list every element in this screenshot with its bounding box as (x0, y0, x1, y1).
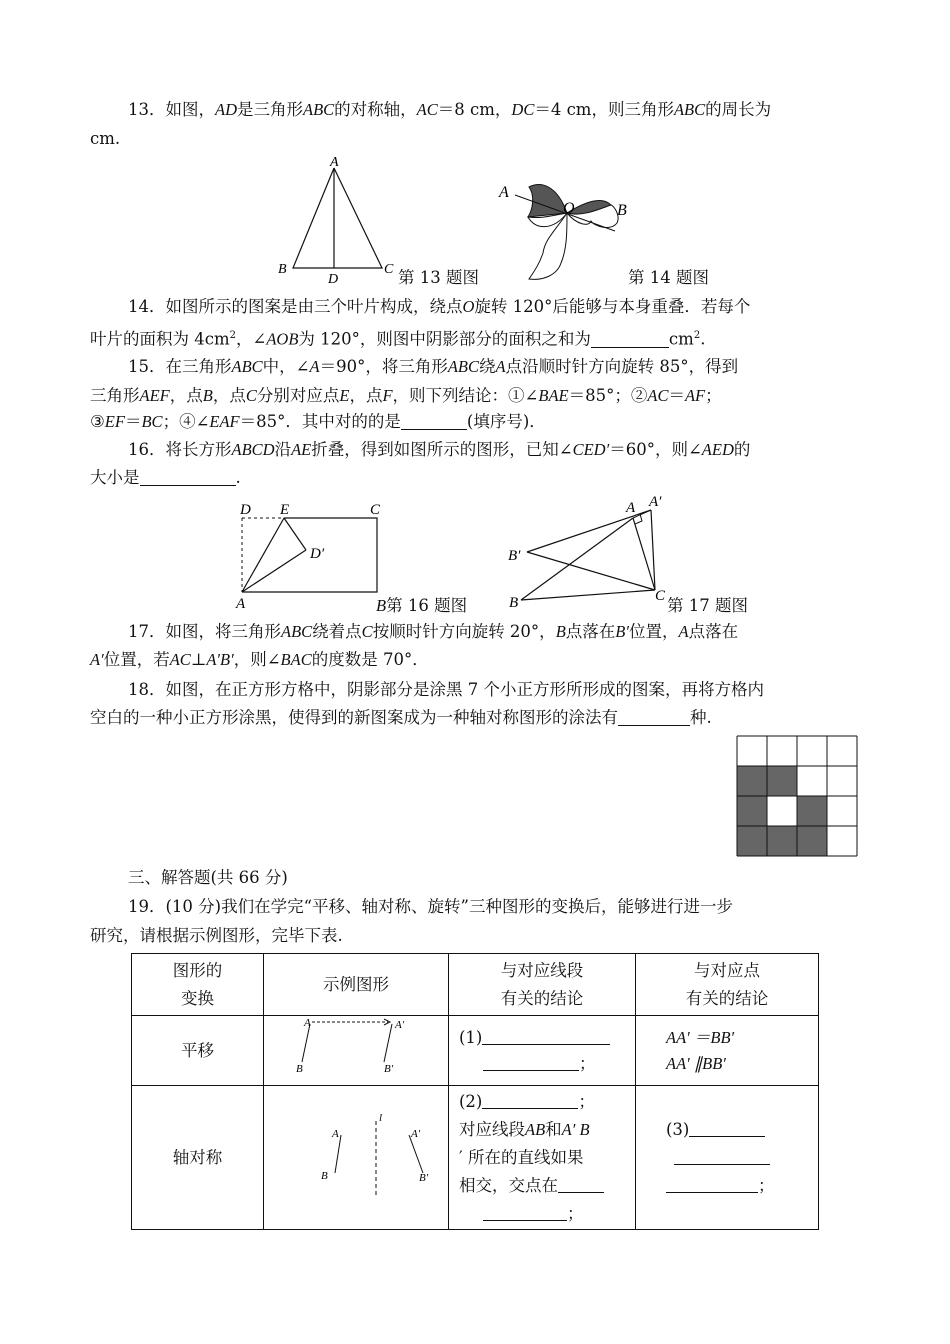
q17-figure-caption: 第 17 题图 (667, 596, 748, 615)
q18-line2: 空白的一种小正方形涂黑，使得到的新图案成为一种轴对称图形的涂法有 种. (90, 708, 712, 727)
q16-figure-caption: B第 16 题图 (376, 596, 468, 615)
header-transform: 图形的 变换 (132, 954, 264, 1016)
q14-figure-caption: 第 14 题图 (628, 268, 709, 287)
reflection-label-aprime: A′ (411, 1128, 421, 1140)
q17-line1: 17．如图，将三角形ABC绕着点C按顺时针方向旋转 20°，B点落在B′位置，A点落在 (128, 622, 739, 641)
q13-label-d: D (328, 272, 339, 287)
q19-line1: 19．(10 分)我们在学完“平移、轴对称、旋转”三种图形的变换后，能够进行进一步 (128, 897, 733, 916)
reflection-label-b: B (321, 1170, 328, 1182)
translation-segment-blank[interactable] (482, 1030, 610, 1045)
q18-square-grid (736, 735, 862, 861)
header-example-figure: 示例图形 (264, 954, 449, 1016)
q13-line1: 13．如图，AD是三角形ABC的对称轴，AC＝8 cm，DC＝4 cm，则三角形ABC的周长为 (128, 100, 772, 119)
translation-label-aprime: A′ (395, 1019, 405, 1031)
reflection-figure (291, 1103, 429, 1203)
header-segment-conclusion: 与对应线段 有关的结论 (449, 954, 636, 1016)
reflection-segment-cell: (2) ； 对应线段AB和A′ B ′ 所在的直线如果 相交，交点在 ； (449, 1086, 636, 1230)
reflection-point-blank[interactable] (689, 1122, 765, 1137)
q15-line3: ③EF＝BC；④∠EAF＝85°．其中对的的是 (填序号)． (90, 412, 546, 431)
table-header-row (132, 954, 819, 1016)
q17-rotation-figure (505, 490, 675, 612)
grid-shaded-cell (767, 826, 797, 856)
grid-shaded-cell (737, 826, 767, 856)
q19-line2: 研究，请根据示例图形，完毕下表. (90, 926, 343, 945)
reflection-label-a: A (332, 1128, 339, 1140)
translation-segment-cell: (1) ； (449, 1016, 636, 1086)
q14-line2: 叶片的面积为 $4cm^2$，∠AOB为 120°，则图中阴影部分的面积之和为 $cm^2$. (90, 329, 706, 349)
translation-label-b: B (296, 1063, 303, 1075)
table-row (132, 1016, 819, 1086)
q18-line1: 18．如图，在正方形方格中，阴影部分是涂黑 7 个小正方形所形成的图案，再将方格内 (128, 680, 764, 699)
q13-line2: cm. (90, 129, 121, 148)
row-translation-name: 平移 (132, 1016, 264, 1086)
translation-figure-cell (264, 1016, 449, 1086)
reflection-intersection-blank-2[interactable] (483, 1206, 567, 1221)
grid-shaded-cell (737, 796, 767, 826)
q15-line2: 三角形AEF，点B，点C分别对应点E，点F，则下列结论：①∠BAE＝85°；②AC＝AF； (90, 386, 722, 405)
q14-answer-blank[interactable] (591, 331, 669, 348)
reflection-segment-blank[interactable] (482, 1094, 578, 1109)
q16-label-e: E (280, 502, 290, 518)
q16-label-a: A (236, 596, 246, 612)
q17-label-a: A (626, 500, 636, 516)
q14-line1: 14．如图所示的图案是由三个叶片构成，绕点O旋转 120°后能够与本身重叠．若每个 (128, 297, 751, 316)
translation-figure (296, 1016, 416, 1076)
q14-label-a: A (499, 184, 509, 201)
q18-answer-blank[interactable] (618, 709, 690, 726)
grid-shaded-cell (797, 826, 827, 856)
q16-line2: 大小是 . (90, 468, 241, 487)
q16-rectangle-figure (232, 498, 392, 612)
reflection-label-bprime: B′ (419, 1172, 429, 1184)
reflection-intersection-blank[interactable] (558, 1178, 604, 1193)
q13-label-a: A (330, 155, 339, 170)
row-reflection-name: 轴对称 (132, 1086, 264, 1230)
q14-leaf-figure (495, 175, 635, 293)
reflection-point-blank-3[interactable] (666, 1178, 758, 1193)
q14-label-b: B (617, 202, 627, 219)
q16-label-d: D (240, 502, 251, 518)
q13-label-b: B (278, 262, 287, 277)
q14-label-o: O (563, 200, 575, 217)
q17-label-c: C (655, 588, 666, 604)
reflection-point-cell: (3) ； (636, 1086, 819, 1230)
transform-table (131, 953, 819, 1230)
q16-line1: 16．将长方形ABCD沿AE折叠，得到如图所示的图形，已知∠CED′＝60°，则∠AED的 (128, 440, 751, 459)
q13-label-c: C (384, 262, 394, 277)
grid-shaded-cell (737, 766, 767, 796)
q17-label-bprime: B′ (508, 548, 521, 564)
q13-triangle-figure (270, 150, 400, 285)
q15-answer-blank[interactable] (401, 413, 467, 430)
q16-label-dprime: D′ (310, 546, 325, 562)
grid-shaded-cell (797, 796, 827, 826)
q17-label-aprime: A′ (649, 494, 662, 510)
section3-title: 三、解答题(共 66 分) (128, 868, 288, 887)
translation-segment-blank-2[interactable] (483, 1056, 579, 1071)
translation-label-a: A (304, 1017, 311, 1029)
q17-line2: A′位置，若AC⊥A′B′，则∠BAC的度数是 70°． (90, 650, 429, 669)
q16-answer-blank[interactable] (140, 469, 236, 486)
q17-label-b: B (509, 595, 519, 611)
translation-label-bprime: B′ (384, 1063, 394, 1075)
translation-point-cell: AA′ ＝BB′ AA′ ∥BB′ (636, 1016, 819, 1086)
reflection-point-blank-2[interactable] (674, 1150, 770, 1165)
reflection-figure-cell (264, 1086, 449, 1230)
q16-label-c: C (370, 502, 381, 518)
grid-shaded-cell (767, 766, 797, 796)
table-row (132, 1086, 819, 1230)
q13-figure-caption: 第 13 题图 (398, 268, 479, 287)
q15-line1: 15．在三角形ABC中，∠A＝90°，将三角形ABC绕A点沿顺时针方向旋转 85°，得到 (128, 357, 739, 376)
reflection-label-l: l (379, 1112, 383, 1124)
header-point-conclusion: 与对应点 有关的结论 (636, 954, 819, 1016)
